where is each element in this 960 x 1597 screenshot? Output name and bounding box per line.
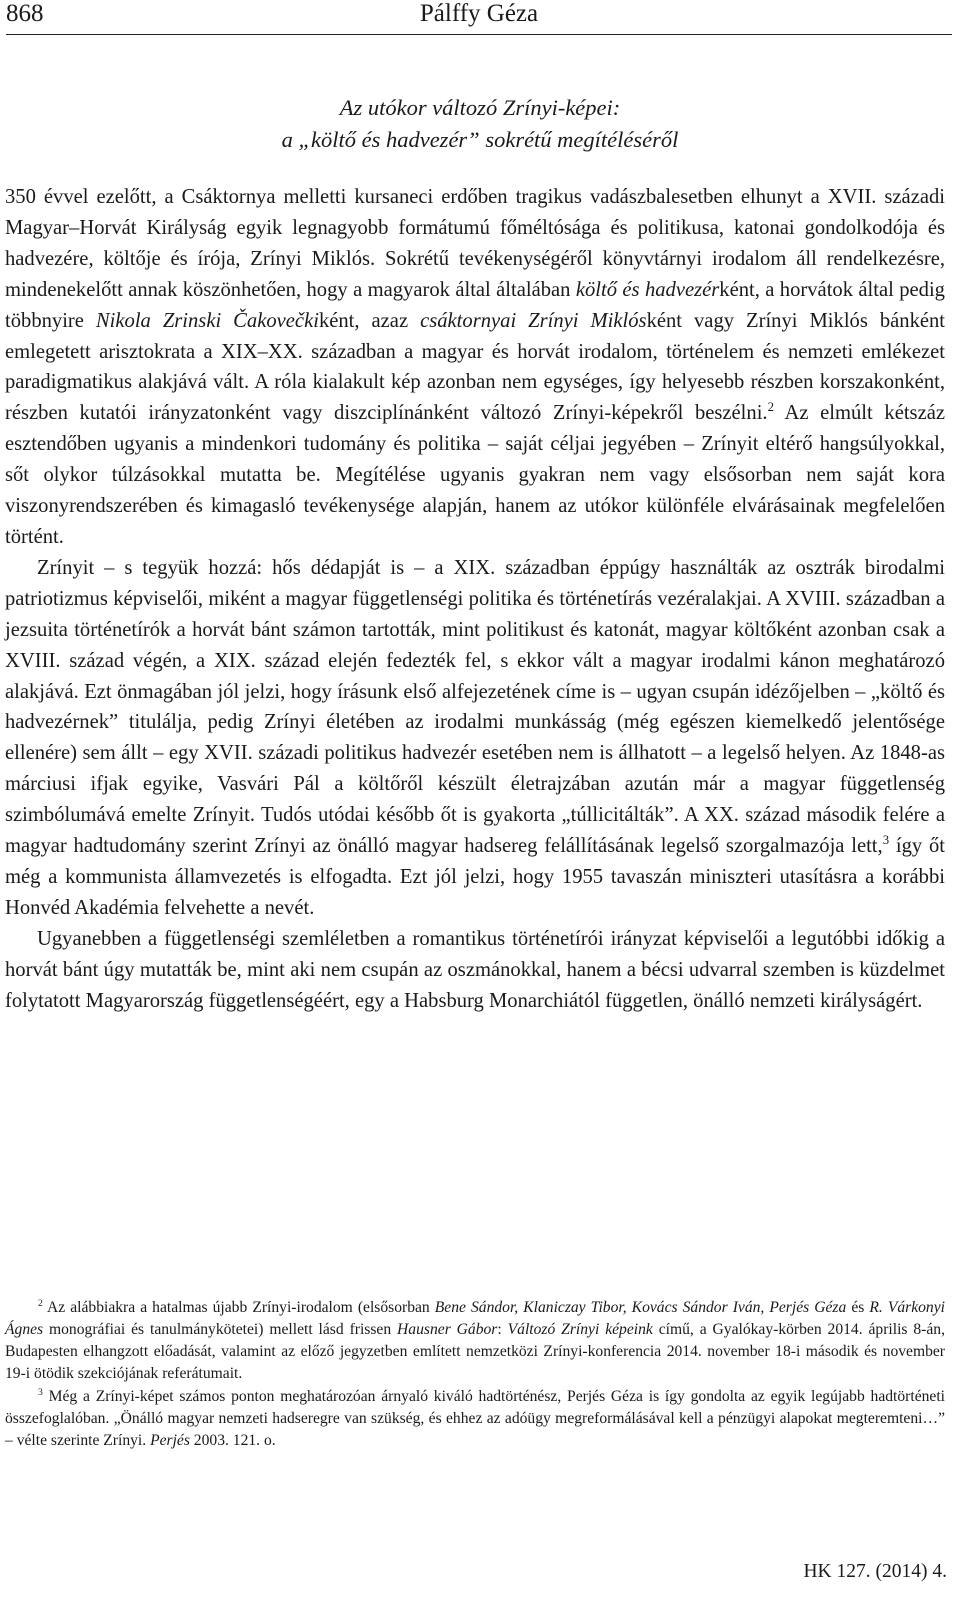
italic-run: Bene Sándor, Klaniczay Tibor, Kovács Sándor Iván, Perjés Géza [434,1299,847,1316]
italic-run: R. Várkonyi Ágnes [5,1299,945,1338]
text-run: ként, azaz [318,309,421,332]
text-run: Még a Zrínyi-képet számos ponton meghatározóan árnyaló kiváló hadtörténész, Perjés Géza is így gondolta az egyik legújabb hadtörténeti összefoglalóban. „Önálló magyar nemzeti hadseregre van szükség, és ehhez az adóügy megreformálásával kell a pénzügyi alapokat megteremteni…” – vélte szerinte Zrínyi. [5,1388,945,1449]
italic-run: Hausner Gábor [397,1321,498,1338]
section-title-line-2: a „költő és hadvezér” sokrétű megítéléséről [281,127,679,152]
section-title [0,92,960,156]
italic-run: csáktornyai Zrínyi Miklós [420,309,647,332]
running-header [6,0,952,35]
text-run: 2003. 121. o. [189,1432,276,1449]
paragraph-1 [5,182,945,553]
text-run: 350 évvel ezelőtt, a Csáktornya melletti kursaneci erdőben tragikus vadászbalesetben elhunyt a XVII. századi Magyar–Horvát Királyság egyik legnagyobb formátumú főméltósága és politikusa, katonai gondolkodója és hadvezére, költője és írója, Zrínyi Miklós. Sokrétű tevékenységéről könyvtárnyi irodalom áll rendelkezésre, mindenekelőtt annak köszönhetően, hogy a magyarok által általában [5,186,945,301]
footnote-3 [5,1386,945,1452]
footnote-marker: 2 [38,1297,43,1309]
paragraph-2 [5,553,945,924]
running-author: Pálffy Géza [419,0,539,27]
paragraph-3: Ugyanebben a függetlenségi szemléletben a romantikus történetírói irányzat képviselői a legutóbbi időkig a horvát bánt úgy mutatták be, mint aki nem csupán az oszmánokkal, hanem a bécsi udvarral szemben is küzdelmet folytatott Magyarország függetlenségéért, egy a Habsburg Monarchiától független, önálló nemzeti királyságért. [5,927,945,1012]
body-text [5,182,945,1016]
footnote-marker: 3 [38,1386,43,1398]
footnote-ref-3[interactable]: 3 [882,833,890,848]
text-run: ként, a horvátok által pedig többnyire [5,278,945,332]
italic-run: Nikola Zrinski Čakovečki [95,309,319,332]
text-run: ként vagy Zrínyi Miklós bánként emlegetett arisztokrata a XIX–XX. században a magyar és horvát irodalom, történelem és nemzeti emlékezet paradigmatikus alakjává vált. A róla kialakult kép azonban nem egységes, így helyesebb részben korszakonként, részben kutatói irányzatonként vagy diszciplínánként változó Zrínyi-képekről beszélni. [5,309,946,425]
page-number: 868 [6,0,44,27]
section-title-line-1: Az utókor változó Zrínyi-képei: [339,95,621,120]
footnote-ref-2[interactable]: 2 [767,400,774,415]
text-run: így őt még a kommunista államvezetés is elfogadta. Ezt jól jelzi, hogy 1955 tavaszán miniszteri utasításra a korábbi Honvéd Akadémia felvehette a nevét. [5,835,945,919]
footnotes [5,1297,945,1452]
text-run: : [497,1321,508,1338]
footnote-2 [5,1297,945,1385]
italic-run: Perjés [150,1432,190,1449]
italic-run: Változó Zrínyi képeink [507,1321,653,1338]
text-run: monográfiai és tanulmánykötetei) mellett lásd frissen [43,1321,398,1338]
text-run: című, a Gyalókay-körben 2014. április 8-án, Budapesten elhangzott előadását, valamint az előző jegyzetben említett nemzetközi Zrínyi-konferencia 2014. november 18-i második és november 19-i ötödik szekciójának referátumait. [5,1321,945,1382]
text-run: Az alábbiakra a hatalmas újabb Zrínyi-irodalom (elsősorban [42,1299,435,1316]
text-run: Az elmúlt kétszáz esztendőben ugyanis a mindenkori tudomány és politika – saját céljai jegyében – Zrínyit eltérő hangsúlyokkal, sőt olykor túlzásokkal mutatta be. Megítélése ugyanis gyakran nem vagy elsősorban nem saját kora viszonyrendszerében és kimagasló tevékenysége alapján, hanem az utókor különféle elvárásainak megfelelően történt. [5,402,945,548]
text-run: Zrínyit – s tegyük hozzá: hős dédapját is – a XIX. században éppúgy használták az osztrák birodalmi patriotizmus képviselői, miként a magyar függetlenségi politika és történetírás vezéralakjai. A XVIII. században a jezsuita történetírók a horvát bánt számon tartották, mint politikust és katonát, magyar költőként azonban csak a XVIII. század végén, a XIX. század elején fedezték fel, s ekkor vált a magyar irodalmi kánon meghatározó alakjává. Ezt önmagában jól jelzi, hogy írásunk első alfejezetének címe is – ugyan csupán idézőjelben – „költő és hadvezérnek” titulálja, pedig Zrínyi életében az irodalmi munkásság (még egészen kiemelkedő jelentősége ellenére) sem állt – egy XVII. századi politikus hadvezér esetében nem is állhatott – a legelső helyen. Az 1848-as márciusi ifjak egyike, Vasvári Pál a költőről készült életrajzában azután már a magyar függetlenség szimbólumává emelte Zrínyit. Tudós utódai később őt is gyakorta „túllicitálták”. A XX. század második felére a magyar hadtudomány szerint Zrínyi az önálló magyar hadsereg felállításának legelső szorgalmazója lett, [5,556,945,858]
text-run: és [846,1299,870,1316]
journal-footer: HK 127. (2014) 4. [803,1561,947,1582]
italic-run: költő és hadvezér [575,278,720,301]
